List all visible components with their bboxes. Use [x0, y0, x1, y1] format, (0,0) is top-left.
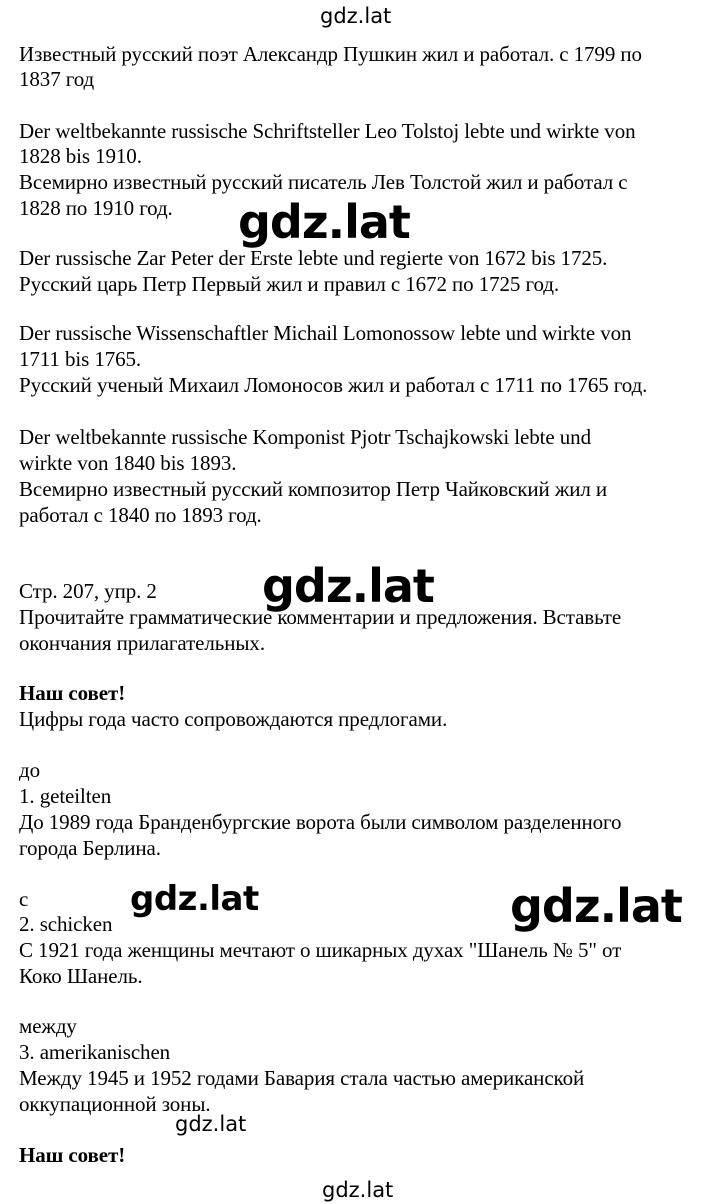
preposition-label: до — [19, 758, 40, 782]
watermark: gdz.lat — [262, 559, 434, 613]
text-line: Der russische Zar Peter der Erste lebte und regierte von 1672 bis 1725. — [19, 246, 608, 270]
watermark: gdz.lat — [175, 1112, 247, 1136]
text-line: 1828 по 1910 год. — [19, 196, 173, 220]
preposition-label: с — [19, 887, 29, 911]
text-line: Цифры года часто сопровождаются предлогами. — [19, 707, 448, 731]
text-line: работал с 1840 по 1893 год. — [19, 503, 262, 527]
text-line: оккупационной зоны. — [19, 1092, 211, 1116]
text-line: С 1921 года женщины мечтают о шикарных духах "Шанель № 5" от — [19, 938, 622, 962]
watermark: gdz.lat — [238, 195, 410, 249]
text-line: 1837 год — [19, 67, 95, 91]
answer-item: 3. amerikanischen — [19, 1040, 171, 1064]
tip-heading: Наш совет! — [19, 681, 126, 705]
text-line: Между 1945 и 1952 годами Бавария стала частью американской — [19, 1066, 585, 1090]
watermark: gdz.lat — [320, 4, 392, 28]
text-line: 1711 bis 1765. — [19, 347, 142, 371]
text-line: Всемирно известный русский писатель Лев Толстой жил и работал с — [19, 170, 628, 194]
text-line: Всемирно известный русский композитор Петр Чайковский жил и — [19, 477, 608, 501]
text-line: Прочитайте грамматические комментарии и предложения. Вставьте — [19, 605, 622, 629]
answer-item: 1. geteilten — [19, 784, 112, 808]
text-line: wirkte von 1840 bis 1893. — [19, 451, 237, 475]
text-line: Der weltbekannte russische Komponist Pjotr Tschajkowski lebte und — [19, 425, 591, 449]
text-line: окончания прилагательных. — [19, 631, 265, 655]
text-line: Русский ученый Михаил Ломоносов жил и работал с 1711 по 1765 год. — [19, 373, 648, 397]
watermark: gdz.lat — [130, 879, 259, 919]
preposition-label: между — [19, 1014, 77, 1038]
exercise-reference: Стр. 207, упр. 2 — [19, 579, 157, 603]
text-line: Der weltbekannte russische Schriftsteller Leo Tolstoj lebte und wirkte von — [19, 119, 636, 143]
answer-item: 2. schicken — [19, 912, 113, 936]
text-line: 1828 bis 1910. — [19, 144, 142, 168]
text-line: Известный русский поэт Александр Пушкин жил и работал. с 1799 по — [19, 42, 642, 66]
text-line: Der russische Wissenschaftler Michail Lomonossow lebte und wirkte von — [19, 321, 632, 345]
text-line: До 1989 года Бранденбургские ворота были символом разделенного — [19, 810, 622, 834]
watermark: gdz.lat — [322, 1178, 394, 1202]
text-line: Коко Шанель. — [19, 964, 143, 988]
tip-heading: Наш совет! — [19, 1143, 126, 1167]
watermark: gdz.lat — [510, 879, 682, 933]
text-line: города Берлина. — [19, 836, 161, 860]
text-line: Русский царь Петр Первый жил и правил с 1672 по 1725 год. — [19, 272, 559, 296]
